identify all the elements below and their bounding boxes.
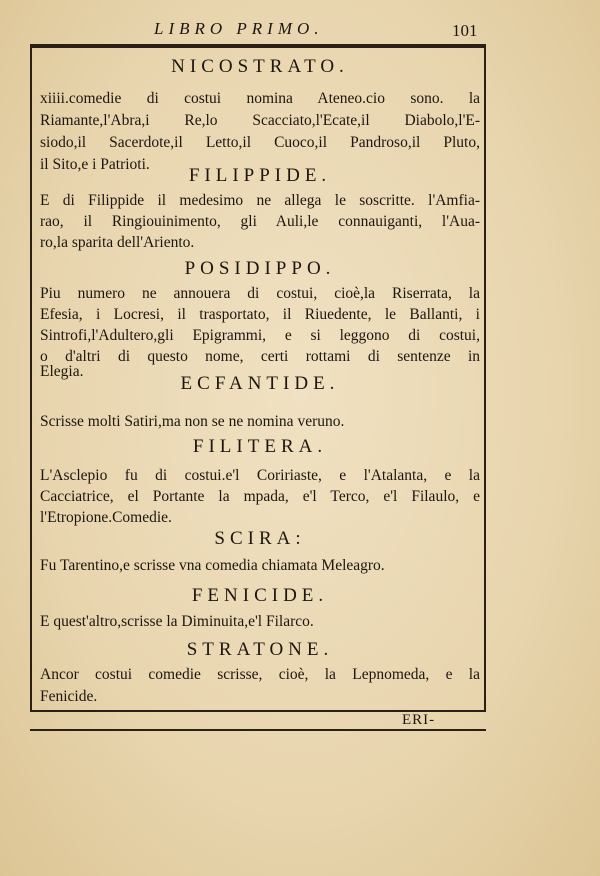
text-line: L'Asclepio fu di costui.e'l Coririaste, e l'Atalanta, e la	[40, 467, 480, 484]
text-line: il Sito,e i Patrioti.	[40, 156, 150, 173]
text-line: Cacciatrice, el Portante la mpada, e'l Terco, e'l Filaulo, e	[40, 488, 480, 505]
top-rule	[30, 44, 486, 46]
text-line: Piu numero ne annouera di costui, cioè,la Riserrata, la	[40, 285, 480, 302]
section-heading-nicostrato: NICOSTRATO.	[171, 56, 349, 77]
section-heading-fenicide: FENICIDE.	[191, 585, 329, 606]
text-line: Fenicide.	[40, 688, 98, 705]
text-line: Sintrofi,l'Adultero,gli Epigrammi, e si leggono di costui,	[40, 327, 480, 344]
bottom-rule	[30, 729, 486, 731]
text-line: ro,la sparita dell'Ariento.	[40, 234, 195, 251]
text-line: xiiii.comedie di costui nomina Ateneo.cio sono. la	[40, 90, 480, 107]
running-title: LIBRO PRIMO.	[154, 19, 324, 38]
text-line: rao, il Ringiouinimento, gli Auli,le connauiganti, l'Aua-	[40, 213, 480, 230]
text-line: Ancor costui comedie scrisse, cioè, la Lepnomeda, e la	[40, 666, 480, 683]
page-number: 101	[452, 21, 478, 40]
text-line: E quest'altro,scrisse la Diminuita,e'l Filarco.	[40, 613, 314, 630]
text-line: o d'altri di questo nome, certi rottami di sentenze in	[40, 348, 480, 365]
running-head	[34, 17, 482, 43]
text-line: l'Etropione.Comedie.	[40, 509, 172, 526]
section-heading-stratone: STRATONE.	[186, 639, 334, 660]
section-heading-posidippo: POSIDIPPO.	[184, 258, 336, 279]
text-line: E di Filippide il medesimo ne allega le soscritte. l'Amfia-	[40, 192, 480, 209]
section-heading-scira: SCIRA:	[214, 528, 306, 549]
text-line: Fu Tarentino,e scrisse vna comedia chiamata Meleagro.	[40, 557, 385, 574]
text-line: Riamante,l'Abra,i Re,lo Scacciato,l'Ecate,il Diabolo,l'E-	[40, 112, 480, 129]
text-line: siodo,il Sacerdote,il Letto,il Cuoco,il Pandroso,il Pluto,	[40, 134, 480, 151]
text-line: Scrisse molti Satiri,ma non se ne nomina veruno.	[40, 413, 345, 430]
text-line: Efesia, i Locresi, il trasportato, il Riuedente, le Ballanti, i	[40, 306, 480, 323]
section-heading-filippide: FILIPPIDE.	[188, 165, 332, 186]
section-heading-ecfantide: ECFANTIDE.	[180, 373, 340, 394]
text-line: Elegia.	[40, 363, 84, 380]
section-heading-filitera: FILITERA.	[192, 436, 328, 457]
catchword: ERI-	[402, 712, 436, 728]
